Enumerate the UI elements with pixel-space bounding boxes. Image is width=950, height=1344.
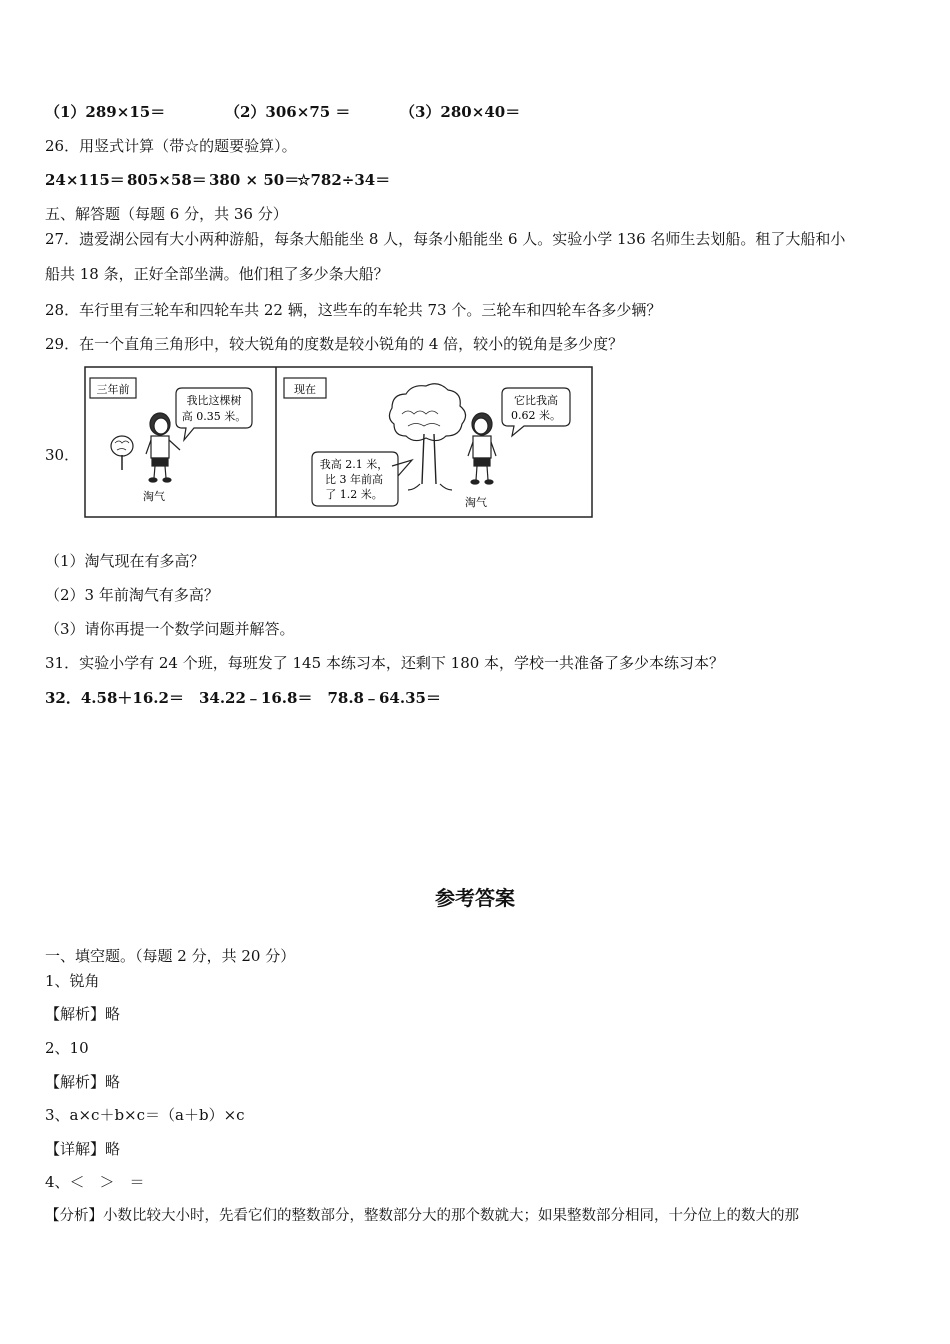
answer-2-note: 【解析】略 xyxy=(45,1073,121,1091)
kid-left-icon xyxy=(146,413,180,482)
q30-illustration-svg xyxy=(84,366,594,518)
q26-text: 26．用竖式计算（带☆的题要验算）。 xyxy=(45,137,297,155)
right-bubble-line-1: 它比我高 xyxy=(514,394,558,407)
bottom-bubble-line-3: 了 1.2 米。 xyxy=(325,488,383,501)
q27-line-2: 船共 18 条，正好全部坐满。他们租了多少条大船？ xyxy=(45,265,389,283)
left-kid-name: 淘气 xyxy=(143,490,165,503)
answer-1-note: 【解析】略 xyxy=(45,1005,121,1023)
q25-items xyxy=(45,102,520,122)
section-5-heading: 五、解答题（每题 6 分，共 36 分） xyxy=(45,205,288,223)
q25-item-1: （1）289×15＝ xyxy=(45,103,166,121)
left-bubble-line-1: 我比这棵树 xyxy=(186,394,242,407)
bottom-bubble-line-1: 我高 2.1 米， xyxy=(319,458,389,471)
answer-title: 参考答案 xyxy=(435,886,515,910)
right-kid-name: 淘气 xyxy=(465,496,487,509)
answer-3-note: 【详解】略 xyxy=(45,1140,121,1158)
q26-items xyxy=(45,170,390,190)
answer-4: 4、＜ ＞ ＝ xyxy=(45,1173,145,1191)
kid-right-icon xyxy=(468,413,496,484)
right-bubble-line-2: 0.62 米。 xyxy=(511,409,561,422)
q25-item-2: （2）306×75 ＝ xyxy=(225,103,351,121)
q26-item-4: ☆782÷34＝ xyxy=(297,171,391,189)
bottom-bubble-line-2: 比 3 年前高 xyxy=(325,473,383,486)
q29-text: 29．在一个直角三角形中，较大锐角的度数是较小锐角的 4 倍，较小的锐角是多少度？ xyxy=(45,335,624,353)
right-panel-label: 现在 xyxy=(294,383,316,396)
q30-sub-1: （1）淘气现在有多高？ xyxy=(45,552,205,570)
answer-4-note: 【分析】小数比较大小时，先看它们的整数部分，整数部分大的那个数就大；如果整数部分相同，十分位上的数大的那 xyxy=(45,1208,799,1224)
q30-number: 30． xyxy=(45,446,80,464)
q30-sub-2: （2）3 年前淘气有多高？ xyxy=(45,586,219,604)
answer-3: 3、a×c＋b×c＝（a＋b）×c xyxy=(45,1106,245,1124)
q31-text: 31．实验小学有 24 个班，每班发了 145 本练习本，还剩下 180 本，学校一共准备了多少本练习本？ xyxy=(45,654,725,672)
big-tree-icon xyxy=(389,384,465,490)
q26-item-1: 24×115＝ xyxy=(45,171,125,189)
q30-sub-3: （3）请你再提一个数学问题并解答。 xyxy=(45,620,295,638)
left-bubble-line-2: 高 0.35 米。 xyxy=(181,410,247,423)
q27-line-1: 27．遗爱湖公园有大小两种游船，每条大船能坐 8 人，每条小船能坐 6 人。实验小学 136 名师生去划船。租了大船和小 xyxy=(45,230,846,248)
q25-item-3: （3）280×40＝ xyxy=(400,103,521,121)
q28-text: 28．车行里有三轮车和四轮车共 22 辆，这些车的车轮共 73 个。三轮车和四轮车各多少辆？ xyxy=(45,301,662,319)
left-panel-label: 三年前 xyxy=(96,383,130,396)
q26-item-2: 805×58＝ xyxy=(127,171,207,189)
answer-section-1: 一、填空题。（每题 2 分，共 20 分） xyxy=(45,947,296,965)
q30-illustration xyxy=(84,366,594,518)
q32-text: 32．4.58＋16.2＝ 34.22﹣16.8＝ 78.8﹣64.35＝ xyxy=(45,689,441,707)
answer-1: 1、锐角 xyxy=(45,972,100,990)
q26-item-3: 380 × 50＝ xyxy=(209,171,300,189)
answer-2: 2、10 xyxy=(45,1039,89,1057)
small-tree-icon xyxy=(111,436,133,470)
